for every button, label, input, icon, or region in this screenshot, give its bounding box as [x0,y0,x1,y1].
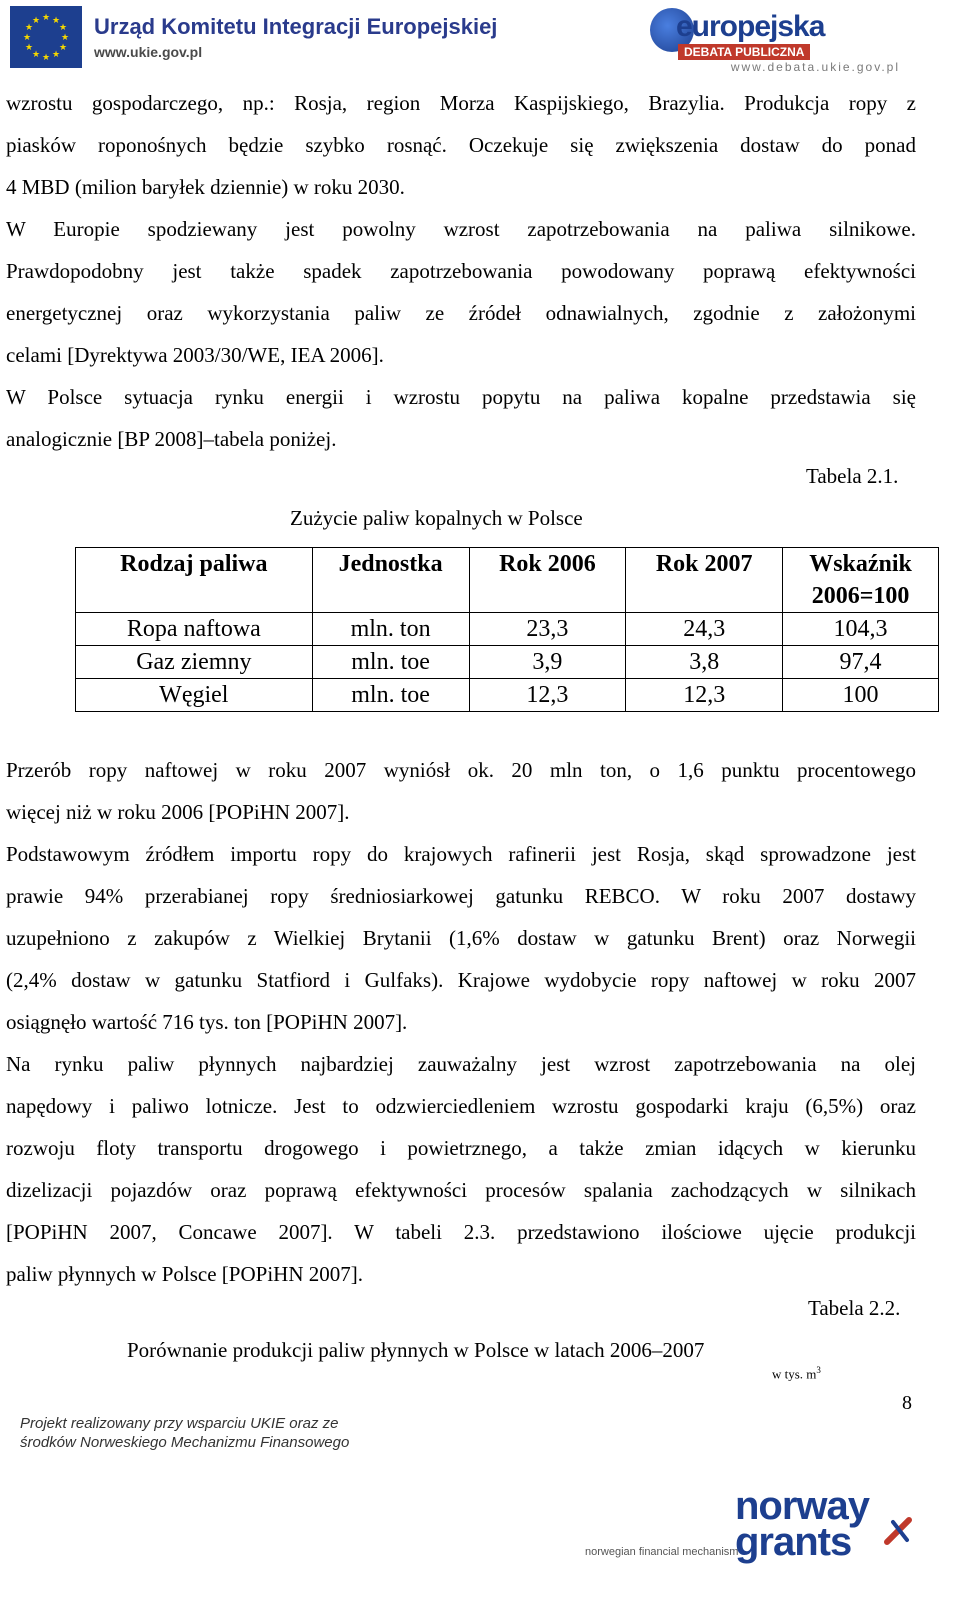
page-number: 8 [902,1392,912,1414]
ukie-url: www.ukie.gov.pl [94,44,203,60]
svg-text:★: ★ [31,49,41,59]
text-line: uzupełniono z zakupów z Wielkiej Brytanii (1,6% dostaw w gatunku Brent) oraz Norwegii [6,926,916,950]
svg-text:★: ★ [51,15,61,25]
table-cell: Gaz ziemny [76,646,313,679]
norway-word-line: norway [735,1484,870,1528]
footer-note-line: środków Norweskiego Mechanizmu Finansowego [20,1434,350,1451]
table-cell: 12,3 [626,679,783,712]
text-line: W Europie spodziewany jest powolny wzrost zapotrzebowania na paliwa silnikowe. [6,217,916,241]
text-line: paliw płynnych w Polsce [POPiHN 2007]. [6,1262,363,1286]
table-header: Rok 2006 [469,548,626,613]
table-caption: Zużycie paliw kopalnych w Polsce [290,506,583,530]
table-cell: 104,3 [783,613,939,646]
table-header: Jednostka [312,548,469,613]
table-cell: mln. toe [312,646,469,679]
svg-text:★: ★ [41,52,51,62]
text-line: 4 MBD (milion baryłek dziennie) w roku 2030. [6,175,405,199]
text-line: energetycznej oraz wykorzystania paliw ze źródeł odnawialnych, zgodnie z założonymi [6,301,916,325]
text-line: piasków roponośnych będzie szybko rosnąć. Oczekuje się zwiększenia dostaw do ponad [6,133,916,157]
text-line: [POPiHN 2007, Concawe 2007]. W tabeli 2.3. przedstawiono ilościowe ujęcie produkcji [6,1220,916,1244]
text-line: celami [Dyrektywa 2003/30/WE, IEA 2006]. [6,343,384,367]
norway-grants-wordmark [735,1484,870,1564]
svg-text:★: ★ [58,42,68,52]
text-line: dizelizacji pojazdów oraz poprawą efektywności procesów spalania zachodzących w silnikach [6,1178,916,1202]
svg-text:★: ★ [51,49,61,59]
text-line: osiągnęło wartość 716 tys. ton [POPiHN 2007]. [6,1010,408,1034]
footer-note-line: Projekt realizowany przy wsparciu UKIE oraz ze [20,1415,339,1432]
svg-text:★: ★ [24,22,34,32]
text-line: Na rynku paliw płynnych najbardziej zauważalny jest wzrost zapotrzebowania na olej [6,1052,916,1076]
text-line: W Polsce sytuacja rynku energii i wzrostu popytu na paliwa kopalne przedstawia się [6,385,916,409]
footer-note [20,1414,349,1452]
table2-ref: Tabela 2.2. [808,1296,901,1320]
text-line: wzrostu gospodarczego, np.: Rosja, region Morza Kaspijskiego, Brazylia. Produkcja ropy z [6,91,916,115]
table-cell: 3,8 [626,646,783,679]
table-header: Rodzaj paliwa [76,548,313,613]
page-header [0,0,960,80]
svg-text:★: ★ [31,15,41,25]
svg-text:★: ★ [41,12,51,22]
debate-sub: DEBATA PUBLICZNA [678,44,810,60]
table-row [76,679,939,712]
table-header: Rok 2007 [626,548,783,613]
table-cell: 24,3 [626,613,783,646]
svg-text:★: ★ [58,22,68,32]
norway-sub: norwegian financial mechanism [585,1546,739,1558]
text-line: Prawdopodobny jest także spadek zapotrzebowania powodowany poprawą efektywności [6,259,916,283]
table-ref: Tabela 2.1. [806,464,899,488]
debate-name: europejska [676,10,825,43]
text-line: Przerób ropy naftowej w roku 2007 wyniósł ok. 20 mln ton, o 1,6 punktu procentowego [6,758,916,782]
table-header-line: Wskaźnik [809,551,912,577]
fuel-table [75,547,939,712]
table2-unit [772,1365,821,1382]
svg-text:★: ★ [60,32,70,42]
table-cell: mln. ton [312,613,469,646]
text-line: rozwoju floty transportu drogowego i powietrznego, a także zmian idących w kierunku [6,1136,916,1160]
debate-logo [650,6,900,76]
table-cell: 97,4 [783,646,939,679]
table2-unit-sup: 3 [816,1365,821,1375]
debate-url: www.debata.ukie.gov.pl [730,60,900,74]
text-line: analogicznie [BP 2008]–tabela poniżej. [6,427,337,451]
table-header [783,548,939,613]
text-line: więcej niż w roku 2006 [POPiHN 2007]. [6,800,350,824]
table2-caption: Porównanie produkcji paliw płynnych w Polsce w latach 2006–2007 [127,1338,705,1362]
svg-text:★: ★ [22,32,32,42]
table-cell: 23,3 [469,613,626,646]
norway-word-line: grants [735,1520,852,1564]
table-cell: mln. toe [312,679,469,712]
table-cell: 12,3 [469,679,626,712]
table-cell: 3,9 [469,646,626,679]
ukie-name: Urząd Komitetu Integracji Europejskiej [94,14,498,39]
table-header-line: 2006=100 [811,583,910,609]
norway-grants-logo [585,1484,945,1590]
table-row [76,646,939,679]
text-line: Podstawowym źródłem importu ropy do krajowych rafinerii jest Rosja, skąd sprowadzone jest [6,842,916,866]
table2-unit-text: w tys. m [772,1366,817,1382]
table-cell: Węgiel [76,679,313,712]
table-cell: Ropa naftowa [76,613,313,646]
table-cell: 100 [783,679,939,712]
text-line: (2,4% dostaw w gatunku Statfiord i Gulfaks). Krajowe wydobycie ropy naftowej w roku 2007 [6,968,916,992]
table-row [76,613,939,646]
norway-cross-icon [883,1516,913,1546]
svg-text:★: ★ [24,42,34,52]
text-line: prawie 94% przerabianej ropy średniosiarkowej gatunku REBCO. W roku 2007 dostawy [6,884,916,908]
eu-flag-icon [10,6,82,68]
table-header-row [76,548,939,613]
text-line: napędowy i paliwo lotnicze. Jest to odzwierciedleniem wzrostu gospodarki kraju (6,5%) oraz [6,1094,916,1118]
